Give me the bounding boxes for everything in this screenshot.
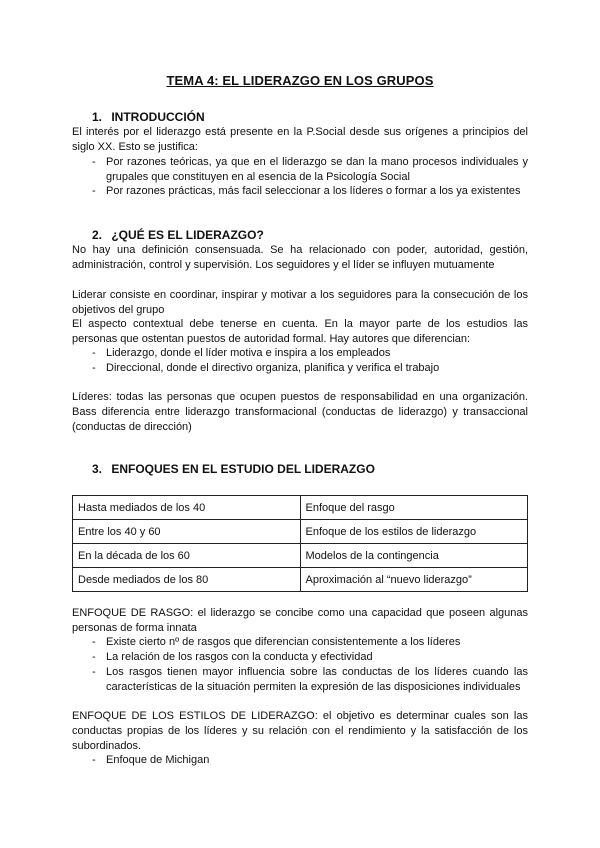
list-item bbox=[92, 361, 528, 376]
table-cell-approach: Enfoque de los estilos de liderazgo bbox=[300, 520, 528, 544]
bullet-dash: - bbox=[92, 666, 96, 678]
list-item-text: Enfoque de Michigan bbox=[106, 754, 210, 766]
lideres-paragraph: Líderes: todas las personas que ocupen puestos de responsabilidad en una organización. Bass diferencia entre liderazgo transformacional (conductas de liderazgo) y transaccional (conductas de dirección) bbox=[72, 391, 528, 433]
list-item-text: Existe cierto nº de rasgos que diferencian consistentemente a los líderes bbox=[106, 636, 461, 648]
section-heading-que-es bbox=[92, 228, 264, 242]
table-cell-approach: Modelos de la contingencia bbox=[300, 544, 528, 568]
bullet-dash: - bbox=[92, 362, 96, 374]
list-item-text: Por razones teóricas, ya que en el liderazgo se dan la mano procesos individuales y grupales que constituyen en al esencia de la Psicología Social bbox=[106, 156, 528, 183]
bullet-dash: - bbox=[92, 347, 96, 359]
list-item bbox=[92, 665, 528, 695]
table-row bbox=[73, 496, 528, 520]
contextual-paragraph: El aspecto contextual debe tenerse en cuenta. En la mayor parte de los estudios las personas que ostentan puestos de autoridad formal. Hay autores que diferencian: bbox=[72, 318, 528, 345]
bullet-dash: - bbox=[92, 754, 96, 766]
section-number: 1. bbox=[92, 110, 103, 124]
list-item-text: Los rasgos tienen mayor influencia sobre las conductas de los líderes cuando las características de la situación permiten la expresión de las disposiciones individuales bbox=[106, 666, 528, 693]
bullet-dash: - bbox=[92, 185, 96, 197]
estilos-paragraph: ENFOQUE DE LOS ESTILOS DE LIDERAZGO: el objetivo es determinar cuales son las conductas propias de los líderes y su relación con el rendimiento y la satisfacción de los subordinados. bbox=[72, 710, 528, 752]
table-row bbox=[73, 568, 528, 592]
list-item bbox=[92, 635, 528, 650]
list-item-text: Por razones prácticas, más facil seleccionar a los líderes o formar a los ya existentes bbox=[106, 185, 521, 197]
list-item-text: Direccional, donde el directivo organiza, planifica y verifica el trabajo bbox=[106, 362, 440, 374]
section-title: ¿QUÉ ES EL LIDERAZGO? bbox=[111, 228, 264, 242]
section-title: ENFOQUES EN EL ESTUDIO DEL LIDERAZGO bbox=[111, 462, 375, 476]
rasgo-paragraph: ENFOQUE DE RASGO: el liderazgo se concibe como una capacidad que poseen algunas personas de forma innata bbox=[72, 607, 528, 634]
bullet-dash: - bbox=[92, 651, 96, 663]
list-item bbox=[92, 346, 528, 361]
table-cell-period: En la década de los 60 bbox=[73, 544, 301, 568]
table-cell-approach: Aproximación al “nuevo liderazgo” bbox=[300, 568, 528, 592]
table-cell-period: Hasta mediados de los 40 bbox=[73, 496, 301, 520]
page-title: TEMA 4: EL LIDERAZGO EN LOS GRUPOS bbox=[166, 73, 434, 88]
list-item-text: La relación de los rasgos con la conducta y efectividad bbox=[106, 651, 373, 663]
list-item bbox=[92, 155, 528, 185]
enfoques-table bbox=[72, 495, 528, 592]
list-item-text: Liderazgo, donde el líder motiva e inspira a los empleados bbox=[106, 347, 391, 359]
table-cell-period: Desde mediados de los 80 bbox=[73, 568, 301, 592]
table-cell-period: Entre los 40 y 60 bbox=[73, 520, 301, 544]
bullet-dash: - bbox=[92, 156, 96, 168]
section-heading-introduccion bbox=[92, 110, 205, 124]
intro-paragraph: El interés por el liderazgo está presente en la P.Social desde sus orígenes a principios del siglo XX. Esto se justifica: bbox=[72, 126, 528, 153]
section-number: 3. bbox=[92, 462, 103, 476]
table-row bbox=[73, 544, 528, 568]
liderar-paragraph: Liderar consiste en coordinar, inspirar y motivar a los seguidores para la consecución de los objetivos del grupo bbox=[72, 289, 528, 316]
definition-paragraph: No hay una definición consensuada. Se ha relacionado con poder, autoridad, gestión, administración, control y supervisión. Los seguidores y el líder se influyen mutuamente bbox=[72, 244, 528, 271]
section-title: INTRODUCCIÓN bbox=[111, 110, 205, 124]
table-row bbox=[73, 520, 528, 544]
list-item bbox=[92, 184, 528, 199]
list-item bbox=[92, 753, 528, 768]
list-item bbox=[92, 650, 528, 665]
table-cell-approach: Enfoque del rasgo bbox=[300, 496, 528, 520]
bullet-dash: - bbox=[92, 636, 96, 648]
section-number: 2. bbox=[92, 228, 103, 242]
section-heading-enfoques bbox=[92, 462, 375, 476]
